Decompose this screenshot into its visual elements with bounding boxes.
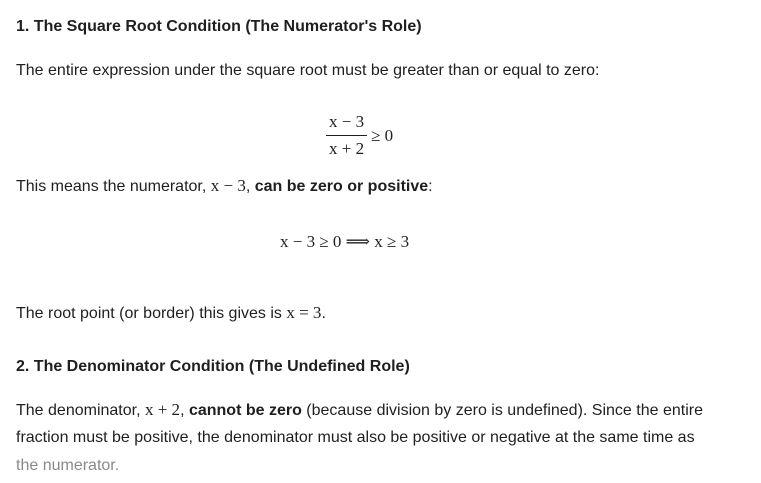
fraction-relation: ≥ 0 (371, 125, 394, 145)
line1-math: x + 2 (144, 400, 181, 419)
fraction-inequality (326, 112, 393, 159)
implication-display: x − 3 ≥ 0 ⟹ x ≥ 3 (280, 232, 410, 251)
root-math: x = 3 (286, 303, 322, 322)
root-prefix: The root point (or border) this gives is (16, 305, 287, 322)
fraction-numerator: x − 3 (329, 112, 365, 131)
section1-heading: 1. The Square Root Condition (The Numerator's Role) (16, 18, 422, 35)
section2-line1 (16, 396, 703, 425)
means-suffix: : (428, 178, 433, 195)
section2-heading: 2. The Denominator Condition (The Undefined Role) (16, 358, 410, 375)
section2-line3: the numerator. (16, 457, 120, 474)
fraction-denominator: x + 2 (329, 139, 365, 158)
means-comma: , (245, 178, 255, 195)
means-prefix: This means the numerator, (16, 178, 211, 195)
line1-suffix: (because division by zero is undefined). Since the entire (301, 402, 703, 419)
section1-intro: The entire expression under the square root must be greater than or equal to zero: (16, 62, 600, 79)
means-bold: can be zero or positive (254, 178, 429, 195)
fraction (326, 112, 367, 159)
section2-line2: fraction must be positive, the denominator must also be positive or negative at the same time as (16, 429, 695, 446)
line1-prefix: The denominator, (16, 402, 145, 419)
means-paragraph (16, 172, 433, 201)
means-math: x − 3 (210, 176, 246, 195)
root-point-paragraph (16, 299, 326, 328)
root-suffix: . (321, 305, 326, 322)
line1-comma: , (180, 402, 189, 419)
line1-bold: cannot be zero (188, 402, 302, 419)
